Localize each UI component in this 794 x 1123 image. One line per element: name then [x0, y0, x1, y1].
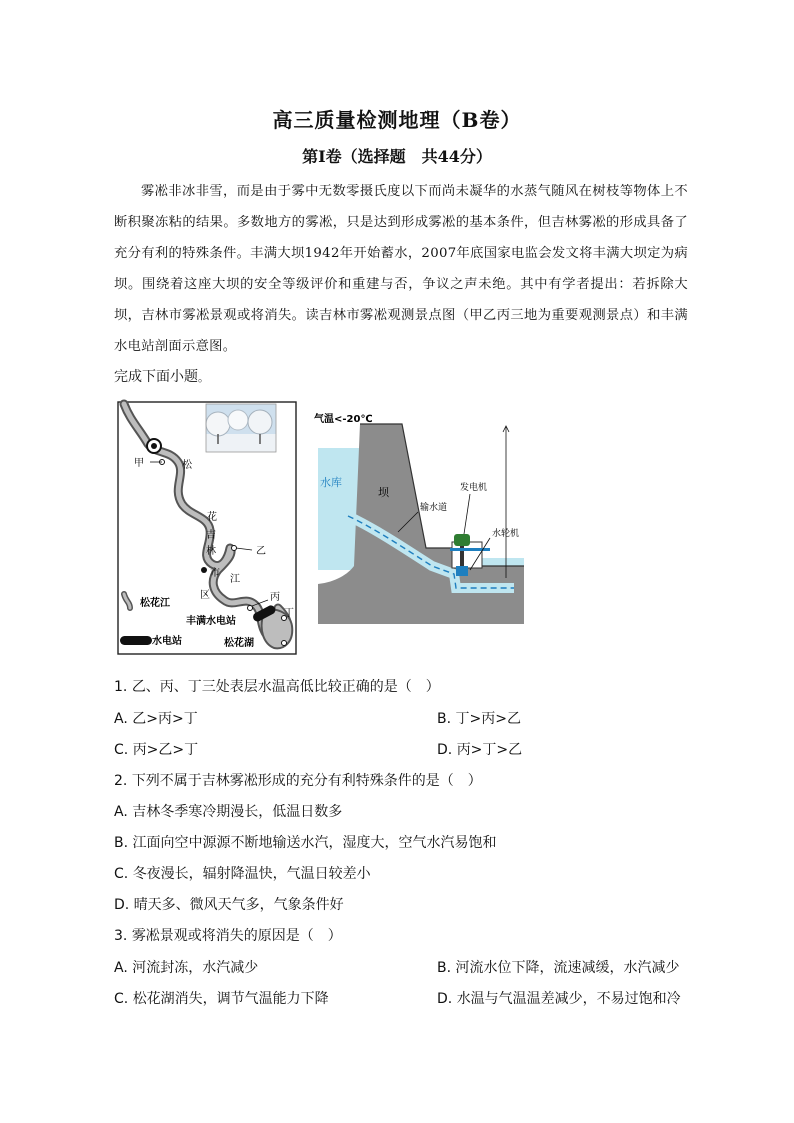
page-title: 高三质量检测地理（B卷） [272, 108, 522, 132]
option-text: 丙>丁>乙 [456, 742, 523, 758]
turbine-label: 水轮机 [492, 529, 520, 539]
dam-cross-section [314, 412, 524, 624]
option-text: 江面向空中源源不断地输送水汽，湿度大，空气水汽易饱和 [132, 835, 497, 851]
q3-option-c [114, 988, 329, 1008]
option-label: C. [114, 742, 129, 758]
label-station: 丰满水电站 [186, 616, 236, 627]
q1-option-a [114, 708, 198, 728]
q3-option-b [437, 957, 680, 977]
label-ding: 丁 [284, 608, 294, 619]
q1-option-c [114, 739, 198, 759]
label-song: 松 [182, 460, 192, 471]
option-label: B. [114, 835, 129, 851]
legend-station-label: 水电站 [152, 636, 182, 647]
option-text: 河流水位下降，流速减缓，水汽减少 [455, 960, 680, 976]
option-label: D. [114, 897, 130, 913]
option-label: C. [114, 866, 129, 882]
pipe-label: 输水道 [420, 503, 448, 513]
temp-label: 气温<-20℃ [314, 414, 373, 425]
option-label: D. [437, 991, 453, 1007]
option-label: C. [114, 991, 129, 1007]
label-jiang: 江 [230, 574, 240, 585]
reservoir-label: 水库 [320, 476, 342, 489]
spot-bing-marker [248, 606, 253, 611]
option-label: A. [114, 711, 128, 727]
label-ji: 吉 [206, 530, 216, 541]
instruction-text: 完成下面小题 [114, 369, 198, 385]
rime-photo [206, 404, 276, 452]
option-text: 乙>丙>丁 [132, 711, 198, 727]
question-number: 1. [114, 679, 128, 695]
q1-option-d [437, 739, 522, 759]
option-label: B. [437, 711, 452, 727]
option-label: A. [114, 960, 128, 976]
option-text: 晴天多、微风天气多，气象条件好 [133, 897, 344, 913]
option-text: 河流封冻，水汽减少 [132, 960, 259, 976]
option-text: 丙>乙>丁 [132, 742, 199, 758]
q1-option-b [437, 708, 521, 728]
option-text: 吉林冬季寒冷期漫长，低温日数多 [132, 804, 343, 820]
figure [114, 398, 534, 658]
dam-label: 坝 [378, 486, 389, 499]
question-1 [114, 676, 440, 696]
label-bing: 丙 [270, 592, 280, 603]
q3-option-a [114, 957, 258, 977]
q2-option-c [114, 863, 371, 883]
label-lake: 松花湖 [224, 638, 254, 649]
label-yi: 乙 [256, 546, 266, 557]
label-lin: 林 [206, 546, 216, 557]
option-text: 水温与气温温差减少，不易过饱和冷 [456, 991, 681, 1007]
question-number: 3. [114, 928, 128, 944]
option-label: B. [437, 960, 452, 976]
turbine [456, 566, 468, 576]
generator [454, 534, 470, 546]
question-3 [114, 925, 342, 945]
intro-paragraph: 雾凇非冰非雪，而是由于雾中无数零摄氏度以下而尚未凝华的水蒸气随风在树枝等物体上不断积聚冻粘的结果。多数地方的雾凇，只是达到形成雾凇的基本条件，但吉林雾凇的形成具备了充分有利的特殊条件。丰满大坝1942年开始蓄水，2007年底国家电监会发文将丰满大坝定为病坝。围绕着这座大坝的安全等级评价和重建与否，争议之声未绝。其中有学者提出：若拆除大坝，吉林市雾凇景观或将消失。读吉林市雾凇观测景点图（甲乙丙三地为重要观测景点）和丰满水电站剖面示意图。 [114, 184, 688, 354]
spot-yi-marker [232, 546, 237, 551]
generator-label: 发电机 [460, 483, 488, 493]
question-text: 雾凇景观或将消失的原因是（ ） [131, 928, 342, 944]
option-text: 冬夜漫长，辐射降温快，气温日较差小 [132, 866, 371, 882]
question-text: 乙、丙、丁三处表层水温高低比较正确的是（ ） [131, 679, 440, 695]
label-jia: 甲 [134, 458, 144, 469]
option-text: 松花湖消失，调节气温能力下降 [132, 991, 329, 1007]
city-district-marker [201, 567, 207, 573]
option-text: 丁>丙>乙 [455, 711, 521, 727]
question-text: 下列不属于吉林雾凇形成的充分有利特殊条件的是（ ） [131, 773, 482, 789]
question-2 [114, 770, 482, 790]
question-number: 2. [114, 773, 128, 789]
q2-option-d [114, 894, 344, 914]
instruction-prompt: 完成下面小题。 [114, 369, 209, 385]
label-shi: 市 [210, 568, 220, 579]
section-title: 第Ⅰ卷（选择题 共44分） [302, 147, 492, 166]
q2-option-b [114, 832, 497, 852]
option-label: A. [114, 804, 128, 820]
legend-river-label: 松花江 [140, 598, 170, 609]
q2-option-a [114, 801, 342, 821]
label-hua: 花 [207, 512, 217, 523]
q3-option-d [437, 988, 681, 1008]
option-label: D. [437, 742, 453, 758]
label-qu: 区 [200, 590, 210, 601]
